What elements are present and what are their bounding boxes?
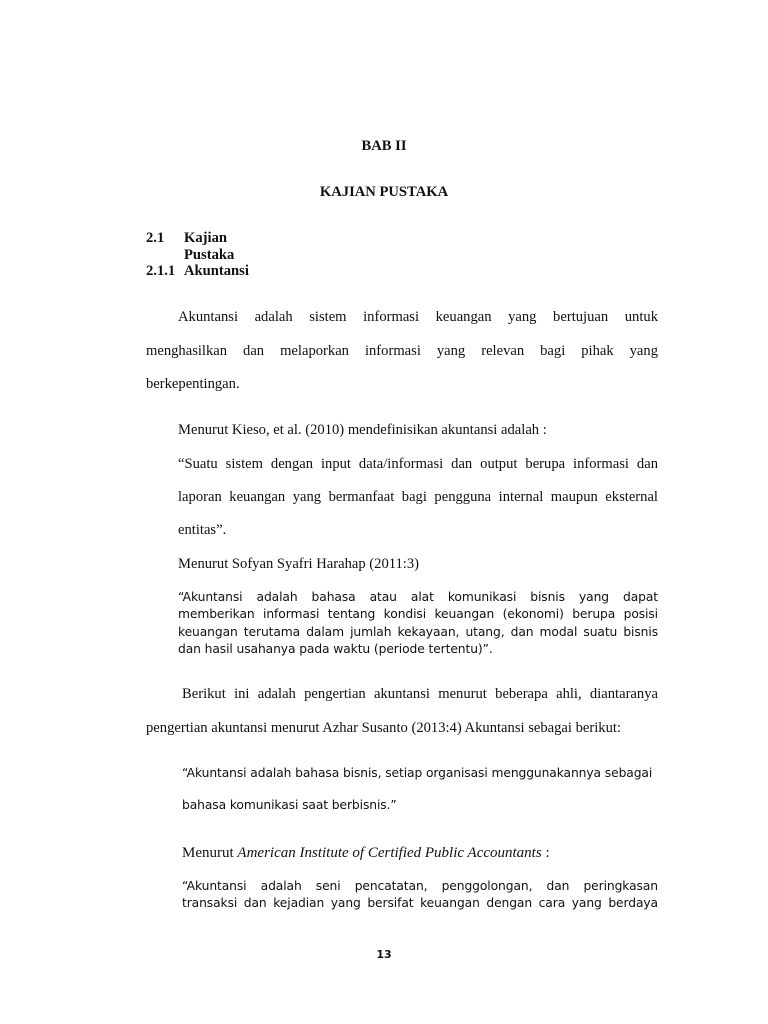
paragraph-line: berkepentingan. [146, 376, 240, 392]
citation-suffix: : [541, 845, 550, 861]
chapter-title: KAJIAN PUSTAKA [319, 184, 449, 200]
quote-line: “Akuntansi adalah seni pencatatan, penggolongan, dan peringkasan [182, 879, 658, 893]
subsection-heading [146, 263, 249, 280]
citation-intro [182, 845, 550, 862]
block-quote [178, 589, 658, 659]
paragraph-line: Berikut ini adalah pengertian akuntansi menurut beberapa ahli, diantaranya [182, 686, 658, 702]
quote-line: transaksi dan kejadian yang bersifat keuangan dengan cara yang berdaya [182, 896, 658, 911]
page-number: 13 [376, 948, 392, 961]
section-number: 2.1 [146, 230, 165, 246]
section-heading [146, 230, 235, 263]
quote-line: entitas”. [178, 522, 227, 538]
citation-intro: Menurut Sofyan Syafri Harahap (2011:3) [178, 556, 420, 572]
citation-prefix: Menurut [182, 845, 238, 861]
section-title: Kajian Pustaka [184, 230, 235, 263]
quote-line: “Suatu sistem dengan input data/informasi dan output berupa informasi dan [178, 456, 658, 472]
paragraph-line: Akuntansi adalah sistem informasi keuangan yang bertujuan untuk [178, 309, 658, 325]
quote-line: “Akuntansi adalah bahasa atau alat komunikasi bisnis yang dapat [178, 590, 658, 604]
block-quote [182, 878, 658, 913]
quote-line: memberikan informasi tentang kondisi keuangan (ekonomi) berupa posisi [178, 607, 658, 622]
citation-intro: Menurut Kieso, et al. (2010) mendefinisikan akuntansi adalah : [178, 422, 547, 438]
quote-line: bahasa komunikasi saat berbisnis.” [182, 798, 397, 812]
citation-source: American Institute of Certified Public Accountants [237, 845, 542, 861]
quote-line: laporan keuangan yang bermanfaat bagi pengguna internal maupun eksternal [178, 489, 658, 505]
quote-line: “Akuntansi adalah bahasa bisnis, setiap organisasi menggunakannya sebagai [182, 766, 653, 780]
subsection-number: 2.1.1 [146, 263, 176, 279]
subsection-title: Akuntansi [184, 263, 249, 279]
chapter-label: BAB II [361, 138, 407, 154]
quote-line: keuangan terutama dalam jumlah kekayaan, utang, dan modal suatu bisnis [178, 624, 658, 639]
quote-line: dan hasil usahanya pada waktu (periode tertentu)”. [178, 642, 493, 657]
paragraph-line: menghasilkan dan melaporkan informasi yang relevan bagi pihak yang [146, 343, 658, 359]
paragraph-line: pengertian akuntansi menurut Azhar Susanto (2013:4) Akuntansi sebagai berikut: [146, 720, 622, 736]
